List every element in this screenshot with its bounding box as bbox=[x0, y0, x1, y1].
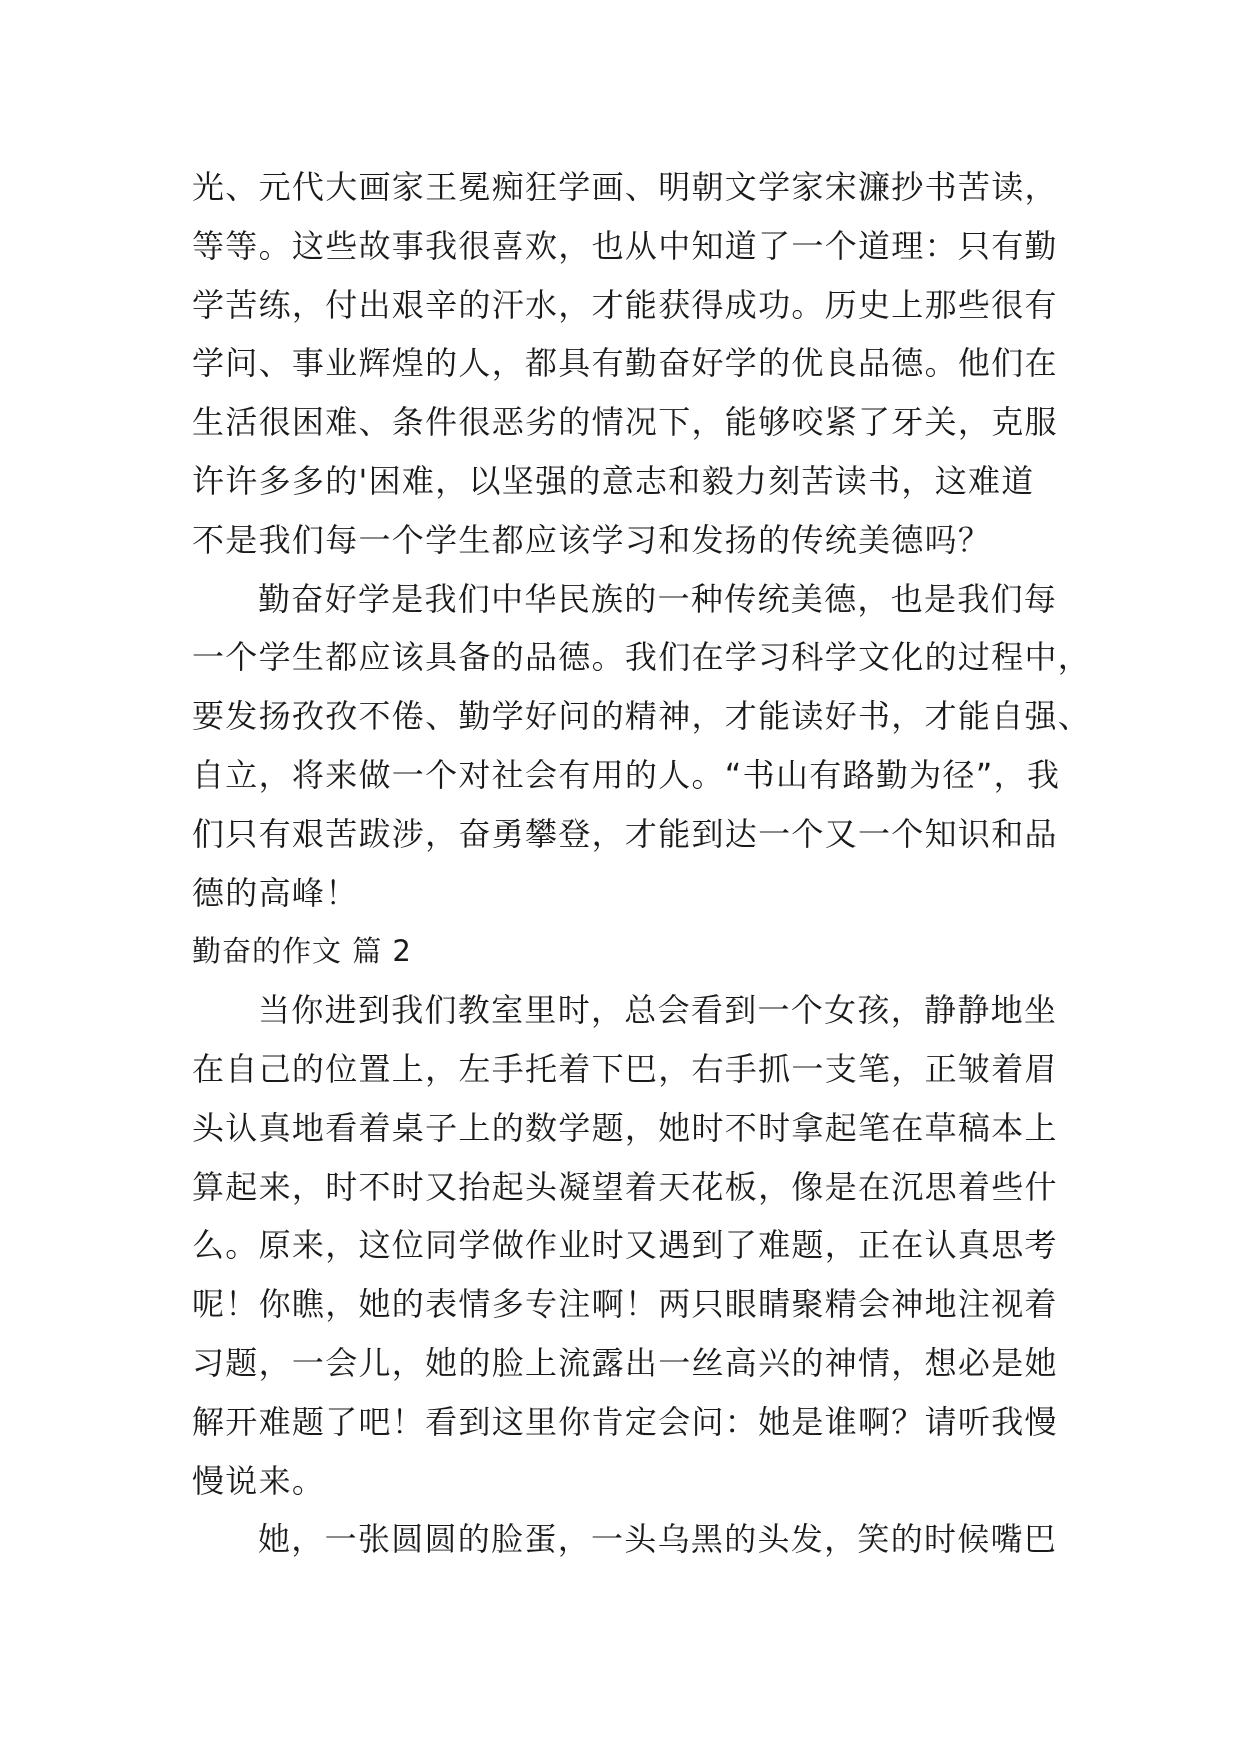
paragraph-first-line: 勤奋好学是我们中华民族的一种传统美德，也是我们每 bbox=[258, 579, 1058, 618]
paragraph-line: 等等。这些故事我很喜欢，也从中知道了一个道理：只有勤 bbox=[192, 226, 1058, 265]
paragraph-line: 许许多多的'困难，以坚强的意志和毅力刻苦读书，这难道 bbox=[192, 461, 1035, 500]
paragraph-line: 要发扬孜孜不倦、勤学好问的精神，才能读好书，才能自强、 bbox=[192, 697, 1092, 736]
document-body bbox=[192, 158, 1092, 1569]
paragraph-line: 一个学生都应该具备的品德。我们在学习科学文化的过程中， bbox=[192, 638, 1092, 677]
paragraph-line: 算起来，时不时又抬起头凝望着天花板，像是在沉思着些什 bbox=[192, 1167, 1058, 1206]
paragraph-line: 学问、事业辉煌的人，都具有勤奋好学的优良品德。他们在 bbox=[192, 344, 1058, 383]
paragraph-line: 呢！你瞧，她的表情多专注啊！两只眼睛聚精会神地注视着 bbox=[192, 1285, 1058, 1324]
paragraph-line: 德的高峰！ bbox=[192, 873, 359, 912]
section-heading: 勤奋的作文 篇 2 bbox=[192, 934, 412, 969]
paragraph-line: 头认真地看着桌子上的数学题，她时不时拿起笔在草稿本上 bbox=[192, 1108, 1058, 1147]
paragraph-line: 不是我们每一个学生都应该学习和发扬的传统美德吗？ bbox=[192, 520, 992, 559]
paragraph-line: 生活很困难、条件很恶劣的情况下，能够咬紧了牙关，克服 bbox=[192, 403, 1058, 442]
paragraph-line: 习题，一会儿，她的脸上流露出一丝高兴的神情，想必是她 bbox=[192, 1343, 1058, 1382]
paragraph-first-line: 当你进到我们教室里时，总会看到一个女孩，静静地坐 bbox=[258, 991, 1058, 1030]
paragraph-line: 们只有艰苦跋涉，奋勇攀登，才能到达一个又一个知识和品 bbox=[192, 814, 1058, 853]
paragraph-line: 在自己的位置上，左手托着下巴，右手抓一支笔，正皱着眉 bbox=[192, 1049, 1058, 1088]
paragraph-first-line: 她，一张圆圆的脸蛋，一头乌黑的头发，笑的时候嘴巴 bbox=[258, 1520, 1058, 1559]
paragraph-line: 么。原来，这位同学做作业时又遇到了难题，正在认真思考 bbox=[192, 1226, 1058, 1265]
paragraph-line: 慢说来。 bbox=[192, 1461, 326, 1500]
paragraph-line: 光、元代大画家王冕痴狂学画、明朝文学家宋濂抄书苦读， bbox=[192, 168, 1058, 206]
paragraph-line: 自立，将来做一个对社会有用的人。“书山有路勤为径”，我 bbox=[192, 755, 1061, 794]
paragraph-line: 解开难题了吧！看到这里你肯定会问：她是谁啊？请听我慢 bbox=[192, 1402, 1058, 1441]
paragraph-line: 学苦练，付出艰辛的汗水，才能获得成功。历史上那些很有 bbox=[192, 285, 1058, 324]
